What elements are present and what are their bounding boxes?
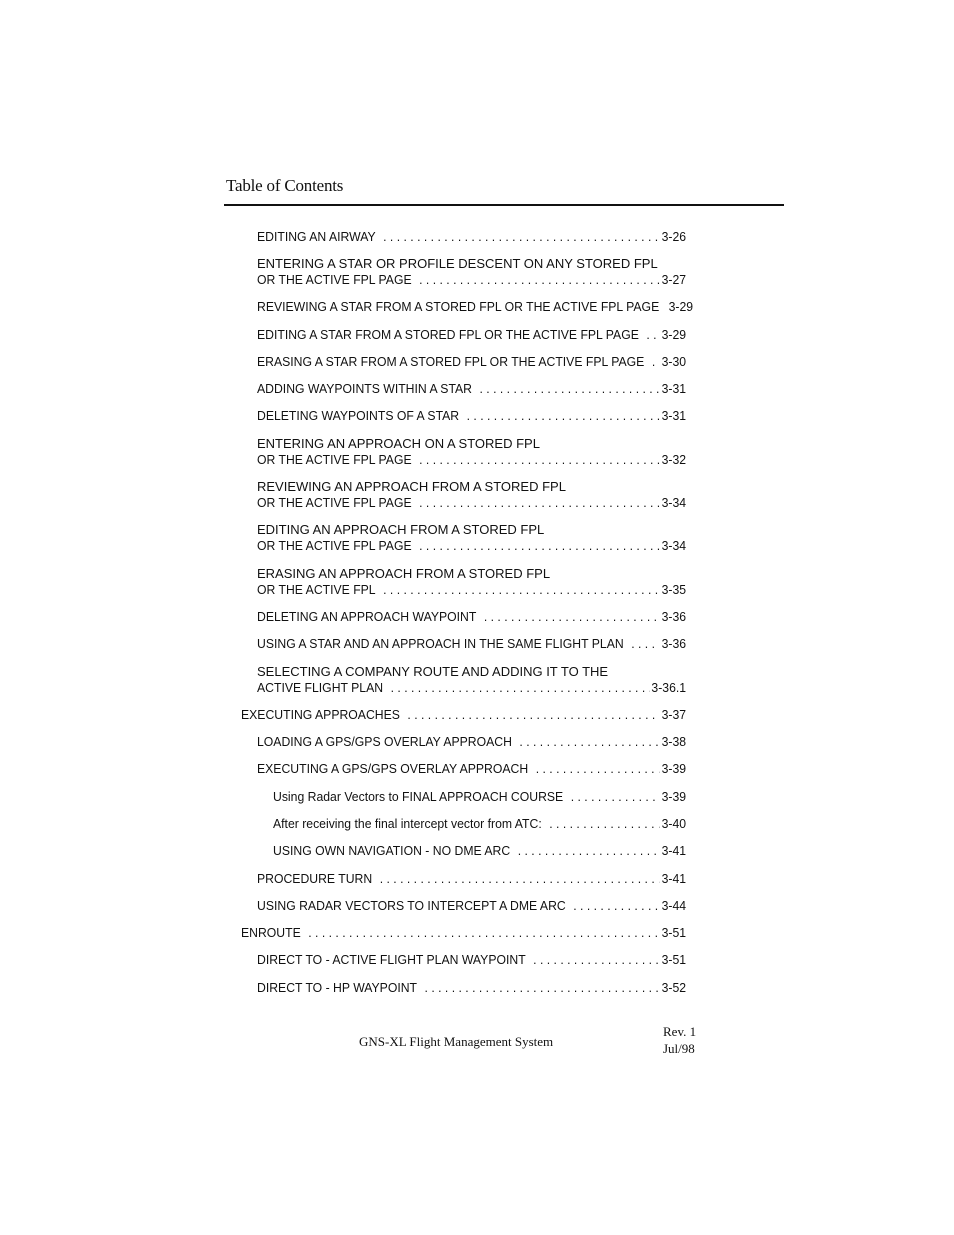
toc-page-number: 3-31	[661, 408, 687, 423]
toc-page-number: 3-38	[661, 734, 687, 749]
toc-entry-lead: ENTERING AN APPROACH ON A STORED FPL	[257, 436, 540, 451]
toc-entry-title: DIRECT TO - HP WAYPOINT	[257, 980, 418, 995]
toc-entry-title: DIRECT TO - ACTIVE FLIGHT PLAN WAYPOINT	[257, 952, 526, 967]
footer-rev-number: Rev. 1	[663, 1024, 697, 1039]
toc-page-number: 3-29	[661, 327, 687, 342]
toc-entry-title: LOADING A GPS/GPS OVERLAY APPROACH	[257, 734, 512, 749]
toc-leader-dots	[536, 761, 660, 777]
toc-leader-dots	[631, 636, 659, 652]
toc-leader-dots	[419, 495, 660, 511]
toc-page-number: 3-41	[661, 843, 687, 858]
toc-leader-dots	[571, 789, 660, 805]
toc-entry-title: OR THE ACTIVE FPL PAGE	[257, 495, 412, 510]
toc-page-number: 3-40	[661, 816, 687, 831]
toc-entry-title: ACTIVE FLIGHT PLAN	[257, 680, 384, 695]
toc-entry-title: REVIEWING A STAR FROM A STORED FPL OR THE ACTIVE FPL PAGE	[257, 299, 660, 314]
toc-page-number: 3-31	[661, 381, 687, 396]
toc-leader-dots	[480, 381, 660, 397]
toc-leader-dots	[419, 272, 660, 288]
toc-leader-dots	[533, 952, 660, 968]
toc-page-number: 3-29	[668, 299, 694, 314]
toc-page-number: 3-41	[661, 871, 687, 886]
toc-page-number: 3-35	[661, 582, 687, 597]
toc-entry[interactable]	[257, 636, 686, 652]
toc-leader-dots	[380, 871, 660, 887]
toc-entry-title: ENROUTE	[241, 925, 301, 940]
toc-page-number: 3-27	[661, 272, 687, 287]
toc-entry[interactable]	[257, 664, 686, 696]
toc-entry[interactable]	[257, 522, 686, 554]
toc-entry-title: EDITING AN AIRWAY	[257, 229, 376, 244]
toc-entry-title: OR THE ACTIVE FPL PAGE	[257, 452, 412, 467]
footer-rev-date: Jul/98	[663, 1041, 695, 1056]
toc-entry-lead: ENTERING A STAR OR PROFILE DESCENT ON ANY STORED FPL	[257, 256, 658, 271]
toc-entry-title: OR THE ACTIVE FPL PAGE	[257, 538, 412, 553]
toc-entry[interactable]	[257, 408, 686, 424]
toc-entry[interactable]	[257, 898, 686, 914]
toc-entry-title: Using Radar Vectors to FINAL APPROACH COURSE	[273, 789, 564, 804]
toc-leader-dots	[484, 609, 660, 625]
toc-entry-title: EXECUTING APPROACHES	[241, 707, 400, 722]
toc-entry-lead: EDITING AN APPROACH FROM A STORED FPL	[257, 522, 545, 537]
toc-entry[interactable]	[257, 229, 686, 245]
toc-entry-lead: ERASING AN APPROACH FROM A STORED FPL	[257, 566, 551, 581]
toc-entry-title: DELETING AN APPROACH WAYPOINT	[257, 609, 477, 624]
toc-entry-title: OR THE ACTIVE FPL	[257, 582, 376, 597]
toc-entry-title: USING RADAR VECTORS TO INTERCEPT A DME ARC	[257, 898, 566, 913]
toc-page-number: 3-36.1	[651, 680, 687, 695]
toc-entry-title: OR THE ACTIVE FPL PAGE	[257, 272, 412, 287]
toc-leader-dots	[383, 582, 660, 598]
toc-page-number: 3-34	[661, 538, 687, 553]
toc-leader-dots	[652, 354, 660, 370]
toc-page-number: 3-34	[661, 495, 687, 510]
toc-entry[interactable]	[273, 789, 686, 805]
toc-entry-title: ADDING WAYPOINTS WITHIN A STAR	[257, 381, 472, 396]
toc-leader-dots	[383, 229, 660, 245]
toc-page-number: 3-30	[661, 354, 687, 369]
toc-page-number: 3-39	[661, 761, 687, 776]
toc-entry-lead: REVIEWING AN APPROACH FROM A STORED FPL	[257, 479, 566, 494]
toc-entry-title: USING OWN NAVIGATION - NO DME ARC	[273, 843, 511, 858]
toc-entry[interactable]	[257, 354, 686, 370]
toc-entry[interactable]	[257, 479, 686, 511]
toc-entry[interactable]	[257, 871, 686, 887]
toc-page-number: 3-51	[661, 952, 687, 967]
toc-leader-dots	[646, 327, 659, 343]
footer-document-title: GNS-XL Flight Management System	[359, 1034, 554, 1049]
toc-page-number: 3-32	[661, 452, 687, 467]
toc-leader-dots	[419, 452, 660, 468]
toc-entry-title: EXECUTING A GPS/GPS OVERLAY APPROACH	[257, 761, 529, 776]
toc-entry-title: ERASING A STAR FROM A STORED FPL OR THE ACTIVE FPL PAGE	[257, 354, 645, 369]
toc-entry-title: USING A STAR AND AN APPROACH IN THE SAME FLIGHT PLAN	[257, 636, 624, 651]
toc-entry[interactable]	[273, 843, 686, 859]
toc-leader-dots	[573, 898, 659, 914]
toc-page-number: 3-39	[661, 789, 687, 804]
toc-entry[interactable]	[241, 925, 686, 941]
toc-page-number: 3-36	[661, 636, 687, 651]
toc-page-number: 3-36	[661, 609, 687, 624]
toc-leader-dots	[308, 925, 659, 941]
toc-entry[interactable]	[257, 327, 686, 343]
toc-page-number: 3-52	[661, 980, 687, 995]
toc-entry-title: PROCEDURE TURN	[257, 871, 373, 886]
toc-page-number: 3-37	[661, 707, 687, 722]
toc-leader-dots	[419, 538, 660, 554]
toc-leader-dots	[391, 680, 650, 696]
toc-entry[interactable]	[257, 980, 686, 996]
toc-entry-title: After receiving the final intercept vector from ATC:	[273, 816, 542, 831]
toc-page-number: 3-51	[661, 925, 687, 940]
toc-leader-dots	[518, 843, 660, 859]
toc-leader-dots	[549, 816, 659, 832]
toc-entry[interactable]	[257, 952, 686, 968]
toc-entry[interactable]	[257, 609, 686, 625]
toc-entry-title: EDITING A STAR FROM A STORED FPL OR THE ACTIVE FPL PAGE	[257, 327, 639, 342]
toc-entry[interactable]	[257, 256, 686, 288]
page-title: Table of Contents	[226, 176, 344, 195]
toc-entry[interactable]	[273, 816, 686, 832]
footer-revision	[663, 1023, 696, 1057]
toc-entry[interactable]	[257, 299, 694, 315]
toc-entry-lead: SELECTING A COMPANY ROUTE AND ADDING IT TO THE	[257, 664, 609, 679]
toc-entry-title: DELETING WAYPOINTS OF A STAR	[257, 408, 460, 423]
toc-entry[interactable]	[257, 734, 686, 750]
toc-leader-dots	[425, 980, 660, 996]
toc-entry[interactable]	[241, 707, 686, 723]
toc-entry[interactable]	[257, 381, 686, 397]
toc-entry[interactable]	[257, 761, 686, 777]
toc-leader-dots	[519, 734, 659, 750]
toc-leader-dots	[407, 707, 659, 723]
toc-page-number: 3-44	[661, 898, 687, 913]
toc-page-number: 3-26	[661, 229, 687, 244]
toc-entry[interactable]	[257, 566, 686, 598]
toc-leader-dots	[467, 408, 660, 424]
toc-entry[interactable]	[257, 436, 686, 468]
